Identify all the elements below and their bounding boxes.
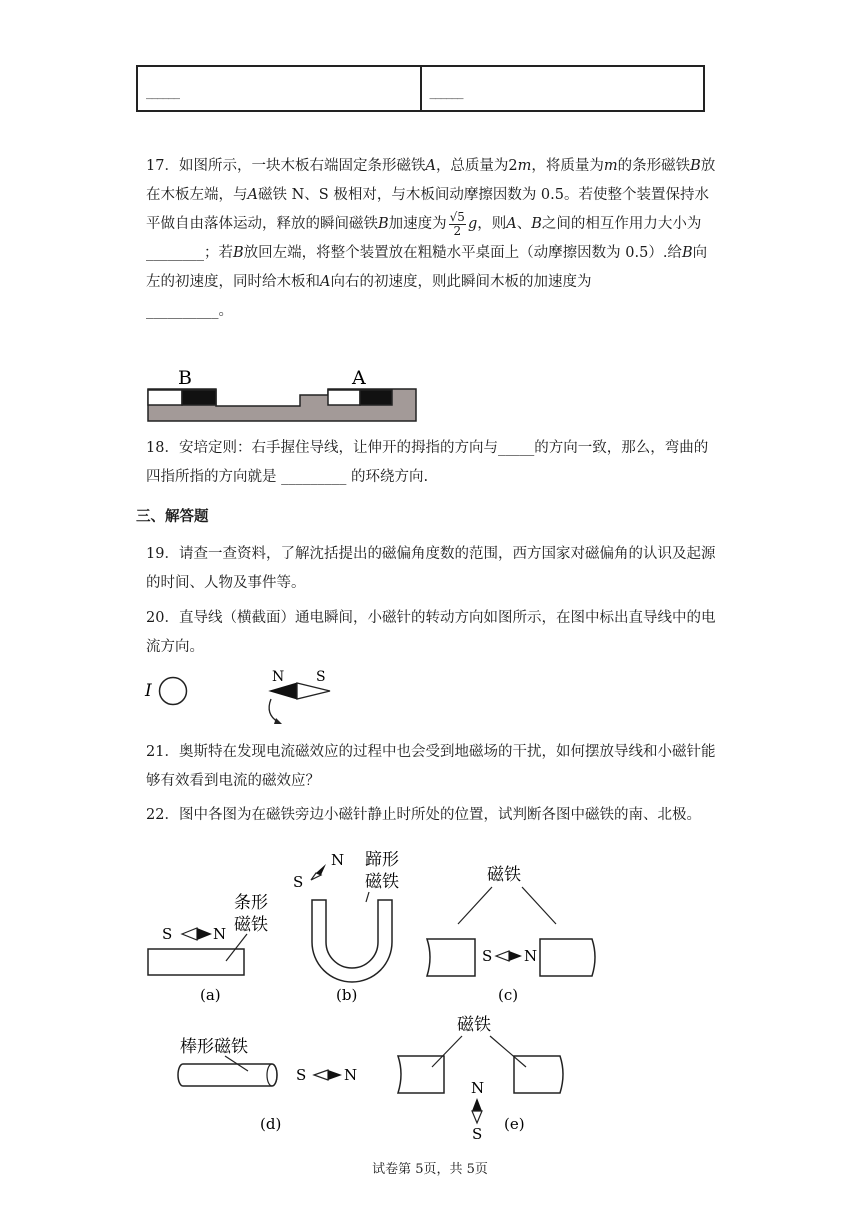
compass-c-white <box>496 951 509 961</box>
section-title: 三、解答题 <box>136 508 209 525</box>
question-19: 19．请查一查资料，了解沈括提出的磁偏角度数的范围，西方国家对磁偏角的认识及起源的时间、人物及事件等。 <box>146 546 716 591</box>
magnet-a-white-half <box>328 390 360 405</box>
bar-magnet <box>148 949 244 975</box>
question-22: 22．图中各图为在磁铁旁边小磁针静止时所处的位置，试判断各图中磁铁的南、北极。 <box>146 807 701 823</box>
caption-a: (a) <box>200 986 221 1004</box>
compass-b-n-label: N <box>331 851 345 869</box>
answer-cell-left <box>138 67 420 110</box>
caption-c: (c) <box>498 986 519 1004</box>
bar-magnet-label-2: 磁铁 <box>234 915 268 935</box>
figure-b <box>293 850 399 1004</box>
compass-c-n-label: N <box>524 947 538 965</box>
compass-d-n-label: N <box>344 1066 358 1084</box>
needle-south-half <box>297 683 330 699</box>
magnet-c-left <box>427 939 475 976</box>
horseshoe-label-1: 蹄形 <box>365 850 399 870</box>
blank-18-1: _____ <box>497 440 535 456</box>
caption-d: (d) <box>260 1115 282 1133</box>
question-17: 17．如图所示，一块木板右端固定条形磁铁A，总质量为2m，将质量为m的条形磁铁B放在木板左端，与A磁铁 N、S 极相对，与木板间动摩擦因数为 0.5。若使整个装置保持水平做自由落体运动，释放的瞬间磁铁B加速度为 $\frac{√5}{2}$ g，则A、B之间的相互作用力大小为________；若B放回左端，将整个装置放在粗糙水平桌面上（动摩擦因数为 0.5）.给B向左的初速度，同时给木板和A向右的初速度，则此瞬间木板的加速度为 __________。 <box>146 158 716 319</box>
rotation-arrow <box>269 699 278 722</box>
answer-table <box>136 65 705 112</box>
leader-e-left <box>432 1036 462 1067</box>
question-20: 20．直导线（横截面）通电瞬间，小磁针的转动方向如图所示，在图中标出直导线中的电流方向。 <box>146 610 716 655</box>
question-18: 18．安培定则：右手握住导线，让伸开的拇指的方向与_____的方向一致，那么，弯曲的四指所指的方向就是 _________ 的环绕方向. <box>146 440 709 485</box>
figure-wire-compass <box>140 666 350 730</box>
compass-c-black <box>509 951 522 961</box>
leader-e-right <box>490 1036 526 1067</box>
magnet-label-c: 磁铁 <box>487 865 521 885</box>
compass-d-black <box>328 1070 342 1080</box>
wire-cross-section <box>160 678 187 705</box>
needle-north-half <box>270 683 297 699</box>
leader-c-left <box>458 887 492 924</box>
compass-d-white <box>314 1070 328 1080</box>
caption-e: (e) <box>504 1115 525 1133</box>
rod-magnet-label: 棒形磁铁 <box>180 1037 248 1057</box>
compass-e-white <box>472 1111 482 1123</box>
compass-c-s-label: S <box>482 947 493 965</box>
figure-c <box>427 865 595 1004</box>
figure-board-magnets <box>146 366 422 424</box>
magnet-a-black-half <box>360 390 392 405</box>
figure-e <box>398 1015 563 1142</box>
answer-cell-right <box>420 67 704 110</box>
magnet-c-right <box>540 939 595 976</box>
blank-17-2: __________ <box>146 303 219 319</box>
compass-a-white <box>182 928 197 940</box>
compass-a-s-label: S <box>162 925 173 943</box>
leader-c-right <box>522 887 556 924</box>
needle-s-label: S <box>316 669 326 685</box>
rod-magnet-end <box>267 1064 277 1086</box>
bar-magnet-label-1: 条形 <box>234 893 268 913</box>
needle-n-label: N <box>272 669 285 685</box>
answer-blank: ______ <box>429 85 463 100</box>
magnet-e-right <box>514 1056 563 1093</box>
magnet-b-black-half <box>182 390 216 405</box>
figure-a <box>148 893 268 1004</box>
magnet-b-white-half <box>148 390 182 405</box>
answer-blank: ______ <box>146 85 179 100</box>
label-b: B <box>178 367 192 389</box>
horseshoe-label-2: 磁铁 <box>365 872 399 892</box>
compass-e-black <box>472 1098 482 1111</box>
magnet-label-e: 磁铁 <box>457 1015 491 1035</box>
page-footer: 试卷第 5页，共 5页 <box>372 1162 488 1177</box>
compass-a-black <box>197 928 212 940</box>
compass-b-black <box>316 864 326 875</box>
compass-e-n-label: N <box>471 1079 485 1097</box>
caption-b: (b) <box>336 986 358 1004</box>
rod-magnet <box>178 1064 277 1086</box>
rotation-arrowhead <box>274 718 282 724</box>
figure-magnets-group <box>140 842 620 1142</box>
compass-a-n-label: N <box>213 925 227 943</box>
compass-d-s-label: S <box>296 1066 307 1084</box>
horseshoe-magnet <box>312 900 392 982</box>
question-21: 21．奥斯特在发现电流磁效应的过程中也会受到地磁场的干扰，如何摆放导线和小磁针能够有效看到电流的磁效应？ <box>146 744 716 789</box>
blank-18-2: _________ <box>281 469 347 485</box>
compass-e-s-label: S <box>472 1125 483 1142</box>
label-a: A <box>352 367 366 389</box>
figure-d <box>178 1037 357 1133</box>
current-label-i: I <box>145 681 152 701</box>
compass-b-s-label: S <box>293 873 304 891</box>
horseshoe-leader <box>366 892 369 902</box>
blank-17-1: ________ <box>146 245 204 261</box>
fraction-sqrt5-over-2: $\frac{√5}{2}$ <box>449 209 465 238</box>
